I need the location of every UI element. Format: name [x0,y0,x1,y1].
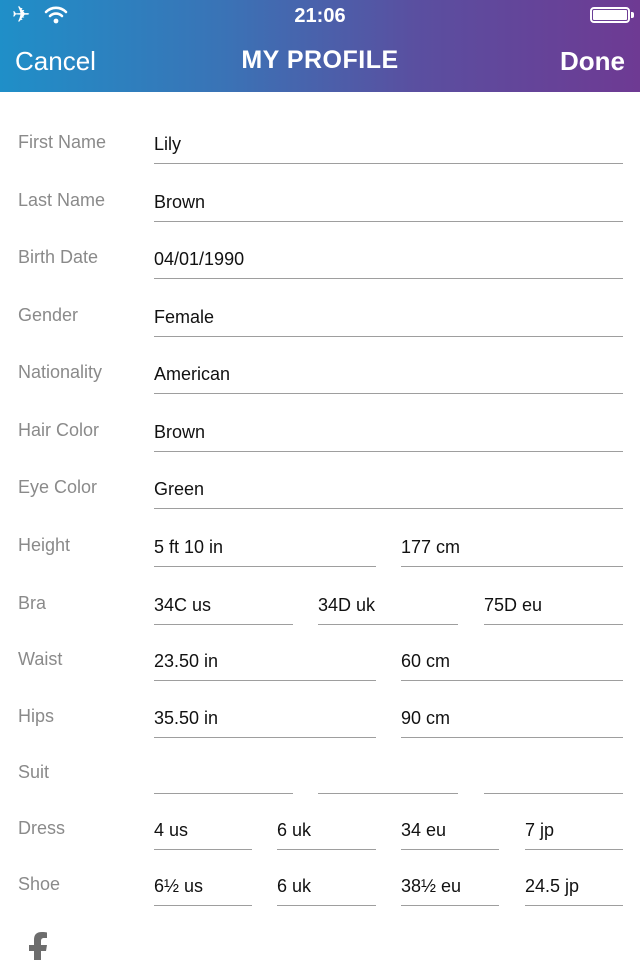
suit-row [0,754,640,812]
height-metric-field[interactable]: 177 cm [401,535,623,567]
bra-label: Bra [18,593,47,613]
bra-row [0,585,640,643]
first-name-row [0,124,640,182]
done-button[interactable]: Done [560,46,625,76]
eye-color-row [0,469,640,527]
last-name-label: Last Name [18,190,106,210]
dress-label: Dress [18,818,66,838]
shoe-jp-field[interactable]: 24.5 jp [525,874,623,906]
dress-row [0,810,640,868]
shoe-us-field[interactable]: 6½ us [154,874,252,906]
waist-label: Waist [18,649,63,669]
suit-field-1[interactable] [154,762,293,794]
bra-eu-field[interactable]: 75D eu [484,593,623,625]
suit-label: Suit [18,762,50,782]
bra-us-field[interactable]: 34C us [154,593,293,625]
bra-uk-field[interactable]: 34D uk [318,593,458,625]
shoe-row [0,866,640,924]
suit-field-2[interactable] [318,762,458,794]
nationality-row [0,354,640,412]
gender-label: Gender [18,305,79,325]
birth-date-label: Birth Date [18,247,99,267]
last-name-row [0,182,640,240]
hips-cm-field[interactable]: 90 cm [401,706,623,738]
dress-us-field[interactable]: 4 us [154,818,252,850]
waist-row [0,641,640,699]
page-title: MY PROFILE [241,46,399,74]
height-label: Height [18,535,71,555]
cancel-button[interactable]: Cancel [15,46,96,76]
status-time: 21:06 [294,5,346,27]
last-name-field[interactable]: Brown [154,190,623,222]
shoe-uk-field[interactable]: 6 uk [277,874,376,906]
facebook-icon[interactable] [24,928,52,960]
hair-color-row [0,412,640,470]
nationality-label: Nationality [18,362,103,382]
birth-date-field[interactable]: 04/01/1990 [154,247,623,279]
hair-color-label: Hair Color [18,420,100,440]
hips-in-field[interactable]: 35.50 in [154,706,376,738]
nationality-field[interactable]: American [154,362,623,394]
height-row [0,527,640,585]
airplane-icon: ✈ [12,2,31,27]
hips-row [0,698,640,756]
gender-field[interactable]: Female [154,305,623,337]
waist-in-field[interactable]: 23.50 in [154,649,376,681]
dress-eu-field[interactable]: 34 eu [401,818,499,850]
dress-jp-field[interactable]: 7 jp [525,818,623,850]
status-bar [0,0,640,30]
first-name-label: First Name [18,132,107,152]
dress-uk-field[interactable]: 6 uk [277,818,376,850]
shoe-eu-field[interactable]: 38½ eu [401,874,499,906]
birth-date-row [0,239,640,297]
gender-row [0,297,640,355]
hair-color-field[interactable]: Brown [154,420,623,452]
height-imperial-field[interactable]: 5 ft 10 in [154,535,376,567]
battery-icon [590,7,630,23]
waist-cm-field[interactable]: 60 cm [401,649,623,681]
nav-header [0,0,640,92]
hips-label: Hips [18,706,55,726]
eye-color-field[interactable]: Green [154,477,623,509]
first-name-field[interactable]: Lily [154,132,623,164]
suit-field-3[interactable] [484,762,623,794]
eye-color-label: Eye Color [18,477,98,497]
shoe-label: Shoe [18,874,61,894]
